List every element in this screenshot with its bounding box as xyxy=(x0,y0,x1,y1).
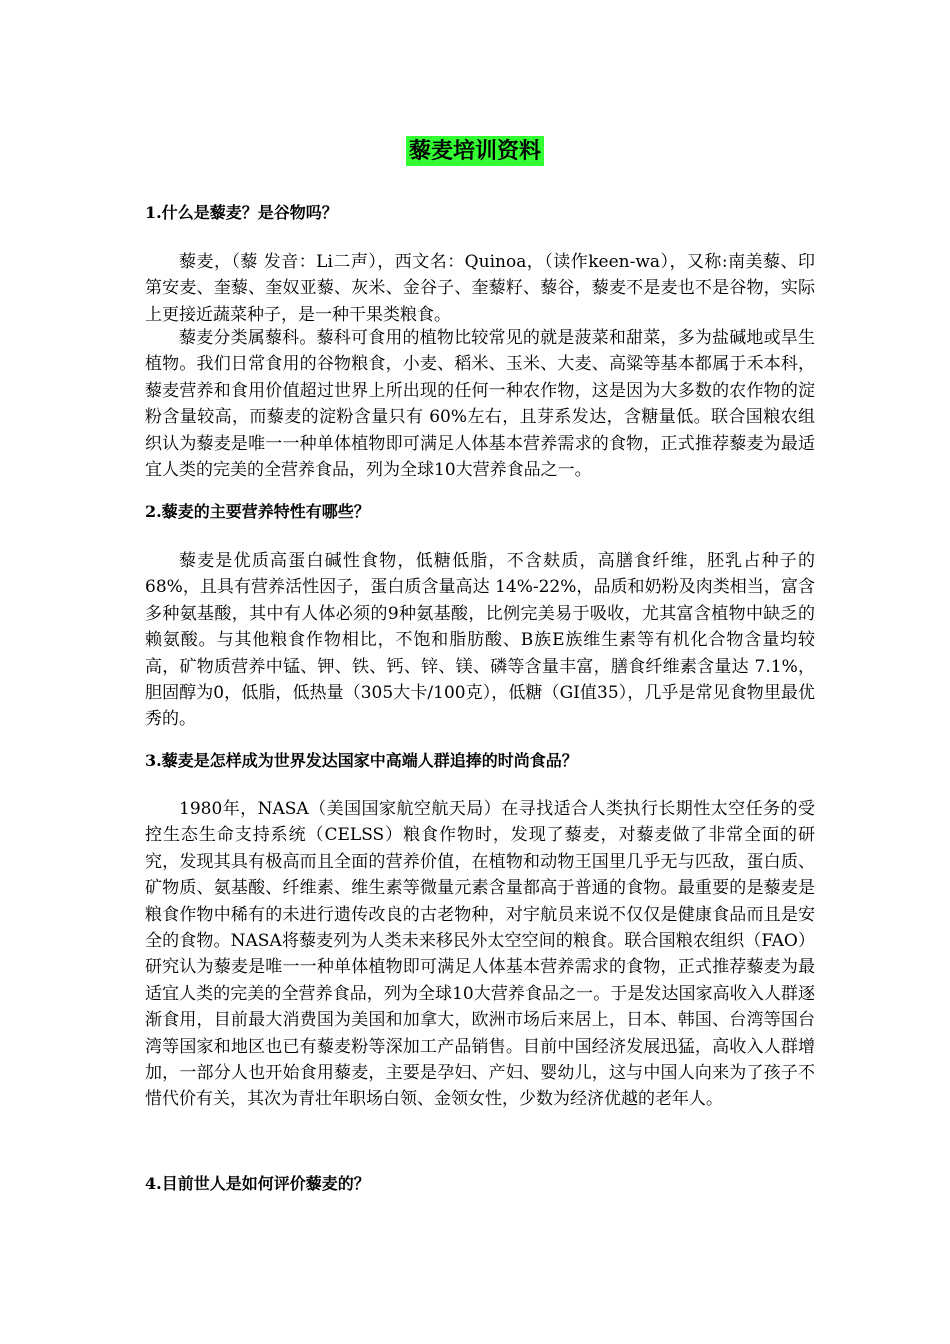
document-title: 藜麦培训资料 xyxy=(406,136,544,166)
section-1-paragraph-2: 藜麦分类属藜科。藜科可食用的植物比较常见的就是菠菜和甜菜，多为盐碱地或旱生植物。我们日常食用的谷物粮食，小麦、稻米、玉米、大麦、高粱等基本都属于禾本科，藜麦营养和食用价值超过世界上所出现的任何一种农作物，这是因为大多数的农作物的淀粉含量较高，而藜麦的淀粉含量只有 60%左右，且芽系发达，含糖量低。联合国粮农组织认为藜麦是唯一一种单体植物即可满足人体基本营养需求的食物，正式推荐藜麦为最适宜人类的完美的全营养食品，列为全球10大营养食品之一。 xyxy=(145,328,815,481)
section-2-paragraph-1: 藜麦是优质高蛋白碱性食物，低糖低脂，不含麸质，高膳食纤维，胚乳占种子的68%，且具有营养活性因子，蛋白质含量高达 14%-22%，品质和奶粉及肉类相当，富含多种氨基酸，其中有人体必须的9种氨基酸，比例完美易于吸收，尤其富含植物中缺乏的赖氨酸。与其他粮食作物相比，不饱和脂肪酸、B族E族维生素等有机化合物含量均较高，矿物质营养中锰、钾、铁、钙、锌、镁、磷等含量丰富，膳食纤维素含量达 7.1%，胆固醇为0，低脂，低热量（305大卡/100克），低糖（GI值35），几乎是常见食物里最优秀的。 xyxy=(145,551,815,730)
section-3-heading: 3.藜麦是怎样成为世界发达国家中高端人群追捧的时尚食品？ xyxy=(145,751,578,770)
section-4-heading: 4.目前世人是如何评价藜麦的？ xyxy=(145,1174,370,1193)
section-1-heading: 1.什么是藜麦？是谷物吗？ xyxy=(145,203,338,222)
section-1-paragraph-1: 藜麦，（藜 发音：Li二声），西文名：Quinoa，（读作keen-wa），又称:南美藜、印第安麦、奎藜、奎奴亚藜、灰米、金谷子、奎藜籽、藜谷，藜麦不是麦也不是谷物，实际上更接近蔬菜种子，是一种干果类粮食。 xyxy=(145,252,815,325)
section-3-paragraph-1: 1980年，NASA（美国国家航空航天局）在寻找适合人类执行长期性太空任务的受控生态生命支持系统（CELSS）粮食作物时，发现了藜麦，对藜麦做了非常全面的研究，发现其具有极高而且全面的营养价值，在植物和动物王国里几乎无与匹敌，蛋白质、矿物质、氨基酸、纤维素、维生素等微量元素含量都高于普通的食物。最重要的是藜麦是粮食作物中稀有的未进行遗传改良的古老物种，对宇航员来说不仅仅是健康食品而且是安全的食物。NASA将藜麦列为人类未来移民外太空空间的粮食。联合国粮农组织（FAO）研究认为藜麦是唯一一种单体植物即可满足人体基本营养需求的食物，正式推荐藜麦为最适宜人类的完美的全营养食品，列为全球10大营养食品之一。于是发达国家高收入人群逐渐食用，目前最大消费国为美国和加拿大，欧洲市场后来居上，日本、韩国、台湾等国台湾等国家和地区也已有藜麦粉等深加工产品销售。目前中国经济发展迅猛，高收入人群增加，一部分人也开始食用藜麦，主要是孕妇、产妇、婴幼儿，这与中国人向来为了孩子不惜代价有关，其次为青壮年职场白领、金领女性，少数为经济优越的老年人。 xyxy=(145,799,815,1110)
title-wrapper xyxy=(0,136,950,166)
section-2-heading: 2.藜麦的主要营养特性有哪些？ xyxy=(145,502,370,521)
